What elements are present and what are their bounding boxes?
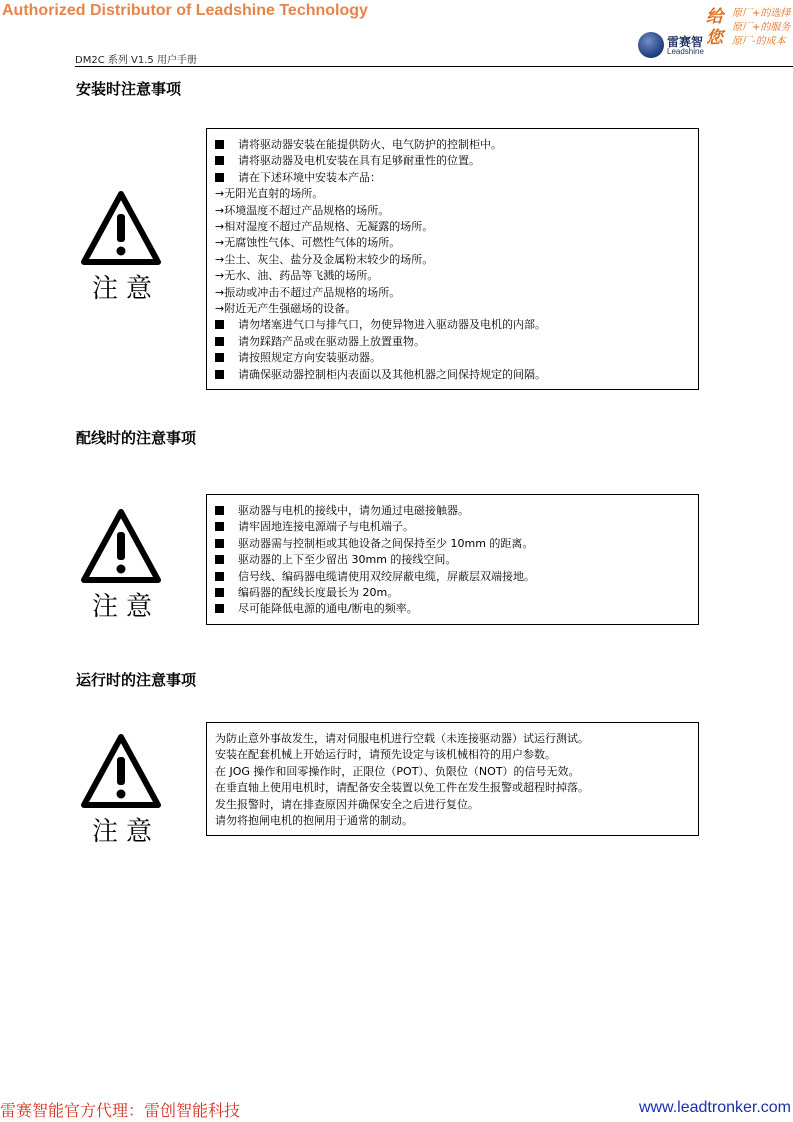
sub-list-item — [215, 203, 692, 219]
square-bullet-icon — [215, 337, 224, 346]
square-bullet-icon — [215, 522, 224, 531]
notice-item — [215, 764, 692, 780]
footer-agent-text: 雷赛智能官方代理：雷创智能科技 — [0, 1101, 241, 1120]
notice-item-text: 请按照规定方向安装驱动器。 — [238, 351, 381, 365]
notice-item — [215, 601, 692, 617]
arrow-bullet-icon: → — [215, 252, 225, 266]
arrow-bullet-icon: → — [215, 302, 225, 316]
sub-list-item — [215, 219, 692, 235]
section-heading-wiring: 配线时的注意事项 — [76, 429, 197, 447]
notice-item — [215, 350, 692, 366]
square-bullet-icon — [215, 539, 224, 548]
square-bullet-icon — [215, 506, 224, 515]
arrow-bullet-icon: → — [215, 220, 225, 234]
notice-item-text: 请在下述环境中安装本产品： — [238, 170, 381, 184]
notice-item — [215, 747, 692, 763]
notice-item-text: 驱动器与电机的接线中，请勿通过电磁接触器。 — [238, 504, 469, 517]
notice-item-text: 在垂直轴上使用电机时，请配备安全装置以免工件在发生报警或超程时掉落。 — [215, 781, 589, 795]
header-divider — [75, 66, 793, 67]
notice-item — [215, 569, 692, 585]
notice-item-text: 无水、油、药品等飞溅的场所。 — [224, 269, 379, 283]
notice-item-text: 振动或冲击不超过产品规格的场所。 — [224, 285, 401, 299]
warning-block-installation — [80, 190, 162, 304]
sub-list-item — [215, 186, 692, 202]
arrow-bullet-icon: → — [215, 236, 225, 250]
square-bullet-icon — [215, 320, 224, 329]
notice-item — [215, 317, 692, 333]
notice-item-text: 请牢固地连接电源端子与电机端子。 — [238, 520, 414, 534]
notice-item-text: 驱动器的上下至少留出 30mm 的接线空间。 — [238, 553, 457, 567]
notice-item-text: 信号线、编码器电缆请使用双绞屏蔽电缆，屏蔽层双端接地。 — [238, 569, 535, 583]
notice-item — [215, 780, 692, 796]
notice-item — [215, 797, 692, 813]
slogan-char-1: 给 — [706, 7, 723, 27]
slogan-line-3: 原厂-的成本 — [732, 36, 786, 47]
notice-item-text: 相对湿度不超过产品规格、无凝露的场所。 — [224, 220, 434, 234]
notice-item — [215, 813, 692, 829]
notice-item — [215, 503, 692, 519]
square-bullet-icon — [215, 555, 224, 564]
notice-item — [215, 334, 692, 350]
notice-item-text: 编码器的配线长度最长为 20m。 — [238, 586, 399, 600]
notice-item-text: 请勿将抱闸电机的抱闸用于通常的制动。 — [215, 814, 413, 828]
sub-list-item — [215, 252, 692, 268]
notice-item — [215, 519, 692, 535]
notice-item — [215, 170, 692, 186]
notice-item-text: 安装在配套机械上开始运行时，请预先设定与该机械相符的用户参数。 — [215, 748, 556, 762]
notice-item-text: 请将驱动器及电机安装在具有足够耐重性的位置。 — [238, 154, 480, 168]
notice-box-installation — [206, 128, 699, 390]
square-bullet-icon — [215, 604, 224, 613]
manual-title: DM2C 系列 V1.5 用户手册 — [75, 55, 197, 66]
warning-block-wiring — [80, 508, 162, 622]
arrow-bullet-icon: → — [215, 203, 225, 217]
square-bullet-icon — [215, 353, 224, 362]
notice-item-text: 请勿堵塞进气口与排气口，勿使异物进入驱动器及电机的内部。 — [238, 318, 546, 332]
slogan-char-2: 您 — [706, 28, 723, 48]
section-heading-installation: 安装时注意事项 — [76, 80, 182, 98]
notice-item — [215, 585, 692, 601]
notice-item-text: 请将驱动器安装在能提供防火、电气防护的控制柜中。 — [238, 138, 502, 151]
sub-list-item — [215, 268, 692, 284]
notice-box-operation — [206, 722, 699, 836]
warning-block-operation — [80, 733, 162, 847]
notice-item — [215, 731, 692, 747]
notice-box-wiring — [206, 494, 699, 625]
warning-caption: 注意 — [92, 817, 161, 847]
warning-triangle-icon — [80, 190, 162, 266]
arrow-bullet-icon: → — [215, 187, 225, 201]
slogan-line-2: 原厂+的服务 — [732, 22, 791, 33]
notice-item-text: 环境温度不超过产品规格的场所。 — [224, 203, 390, 217]
notice-item-text: 在 JOG 操作和回零操作时，正限位（POT）、负限位（NOT）的信号无效。 — [215, 764, 580, 778]
notice-item-text: 发生报警时，请在排查原因并确保安全之后进行复位。 — [215, 797, 479, 811]
notice-item-text: 为防止意外事故发生，请对伺服电机进行空载（未连接驱动器）试运行测试。 — [215, 732, 589, 745]
distributor-banner: Authorized Distributor of Leadshine Technology — [2, 2, 368, 19]
logo-cn-text: 雷赛智 — [667, 35, 704, 49]
sub-list-item — [215, 285, 692, 301]
notice-item — [215, 367, 692, 383]
arrow-bullet-icon: → — [215, 285, 225, 299]
notice-item-text: 驱动器需与控制柜或其他设备之间保持至少 10mm 的距离。 — [238, 536, 534, 550]
warning-triangle-icon — [80, 508, 162, 584]
logo-en-text: Leadshine — [667, 47, 704, 56]
square-bullet-icon — [215, 173, 224, 182]
arrow-bullet-icon: → — [215, 269, 225, 283]
notice-item — [215, 153, 692, 169]
square-bullet-icon — [215, 588, 224, 597]
slogan-line-1: 原厂+的选择 — [732, 8, 791, 19]
footer-website-link[interactable]: www.leadtronker.com — [638, 1099, 791, 1116]
warning-triangle-icon — [80, 733, 162, 809]
notice-item-text: 附近无产生强磁场的设备。 — [224, 302, 357, 316]
warning-caption: 注意 — [92, 274, 161, 304]
notice-item — [215, 137, 692, 153]
square-bullet-icon — [215, 370, 224, 379]
notice-item-text: 尘土、灰尘、盐分及金属粉末较少的场所。 — [224, 252, 434, 266]
warning-caption: 注意 — [92, 592, 161, 622]
square-bullet-icon — [215, 140, 224, 149]
notice-item-text: 请确保驱动器控制柜内表面以及其他机器之间保持规定的间隔。 — [238, 367, 546, 381]
notice-item-text: 无腐蚀性气体、可燃性气体的场所。 — [224, 236, 401, 250]
sub-list-item — [215, 235, 692, 251]
notice-item-text: 尽可能降低电源的通电/断电的频率。 — [238, 602, 418, 616]
sub-list-item — [215, 301, 692, 317]
square-bullet-icon — [215, 572, 224, 581]
square-bullet-icon — [215, 156, 224, 165]
section-heading-operation: 运行时的注意事项 — [76, 671, 197, 689]
leadshine-logo-icon — [638, 32, 664, 58]
brand-logo — [636, 2, 791, 60]
notice-item — [215, 552, 692, 568]
notice-item — [215, 536, 692, 552]
notice-item-text: 无阳光直射的场所。 — [224, 187, 324, 201]
notice-item-text: 请勿踩踏产品或在驱动器上放置重物。 — [238, 334, 425, 348]
